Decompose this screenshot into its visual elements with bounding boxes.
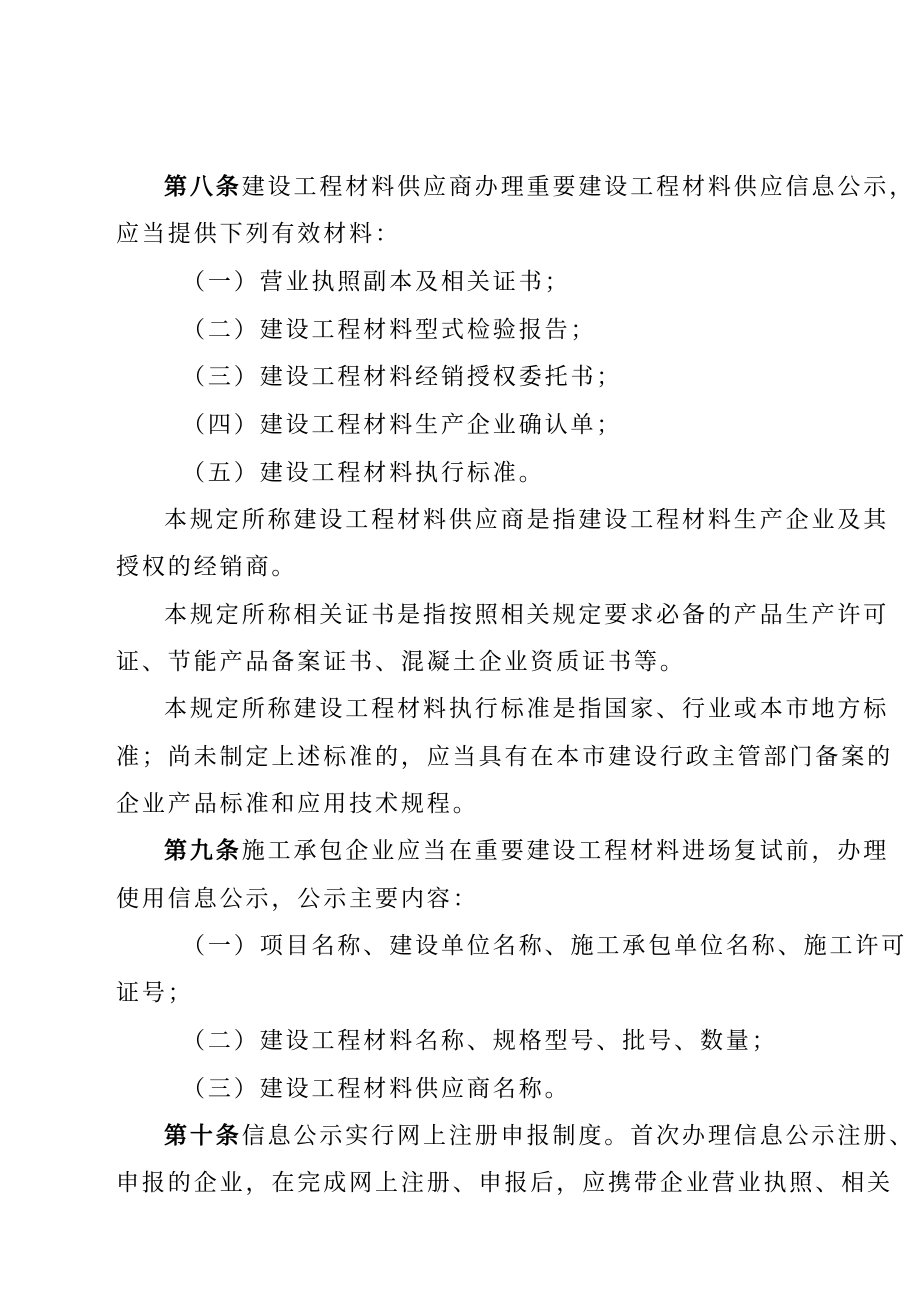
article-8-line-1 — [164, 172, 916, 202]
article-9-item-3: （三）建设工程材料供应商名称。 — [182, 1076, 571, 1102]
article-8-paragraph-2-line-1: 本规定所称相关证书是指按照相关规定要求必备的产品生产许可 — [164, 602, 890, 628]
article-9-item-2: （二）建设工程材料名称、规格型号、批号、数量； — [182, 1028, 778, 1054]
article-9-item-1-line-1: （一）项目名称、建设单位名称、施工承包单位名称、施工许可 — [182, 933, 908, 959]
article-9-line-1 — [164, 836, 890, 866]
article-8-item-5: （五）建设工程材料执行标准。 — [182, 460, 545, 486]
article-8-item-1: （一）营业执照副本及相关证书； — [182, 269, 571, 295]
article-8-item-3: （三）建设工程材料经销授权委托书； — [182, 364, 623, 390]
article-8-paragraph-3-line-1: 本规定所称建设工程材料执行标准是指国家、行业或本市地方标 — [164, 696, 890, 722]
article-8-paragraph-2-line-2: 证、节能产品备案证书、混凝土企业资质证书等。 — [116, 649, 686, 675]
article-8-item-4: （四）建设工程材料生产企业确认单； — [182, 412, 623, 438]
article-9-heading: 第九条 — [164, 837, 242, 864]
article-10-line-1 — [164, 1121, 916, 1151]
article-8-paragraph-1-line-1: 本规定所称建设工程材料供应商是指建设工程材料生产企业及其 — [164, 507, 890, 533]
article-8-heading: 第八条 — [164, 173, 242, 200]
article-9-item-1-line-2: 证号； — [116, 980, 194, 1006]
article-8-paragraph-1-line-2: 授权的经销商。 — [116, 554, 298, 580]
article-9-text: 施工承包企业应当在重要建设工程材料进场复试前，办理 — [241, 838, 890, 864]
article-8-item-2: （二）建设工程材料型式检验报告； — [182, 317, 597, 343]
article-10-heading: 第十条 — [164, 1122, 242, 1149]
article-8-text: 建设工程材料供应商办理重要建设工程材料供应信息公示， — [241, 174, 916, 200]
article-10-line-2: 申报的企业，在完成网上注册、申报后，应携带企业营业执照、相关 — [116, 1170, 893, 1196]
article-8-paragraph-3-line-2: 准；尚未制定上述标准的，应当具有在本市建设行政主管部门备案的 — [116, 744, 893, 770]
article-8-paragraph-3-line-3: 企业产品标准和应用技术规程。 — [116, 791, 479, 817]
article-9-line-2: 使用信息公示，公示主要内容： — [116, 886, 479, 912]
article-8-line-2: 应当提供下列有效材料： — [116, 221, 401, 247]
article-10-text: 信息公示实行网上注册申报制度。首次办理信息公示注册、 — [241, 1123, 916, 1149]
